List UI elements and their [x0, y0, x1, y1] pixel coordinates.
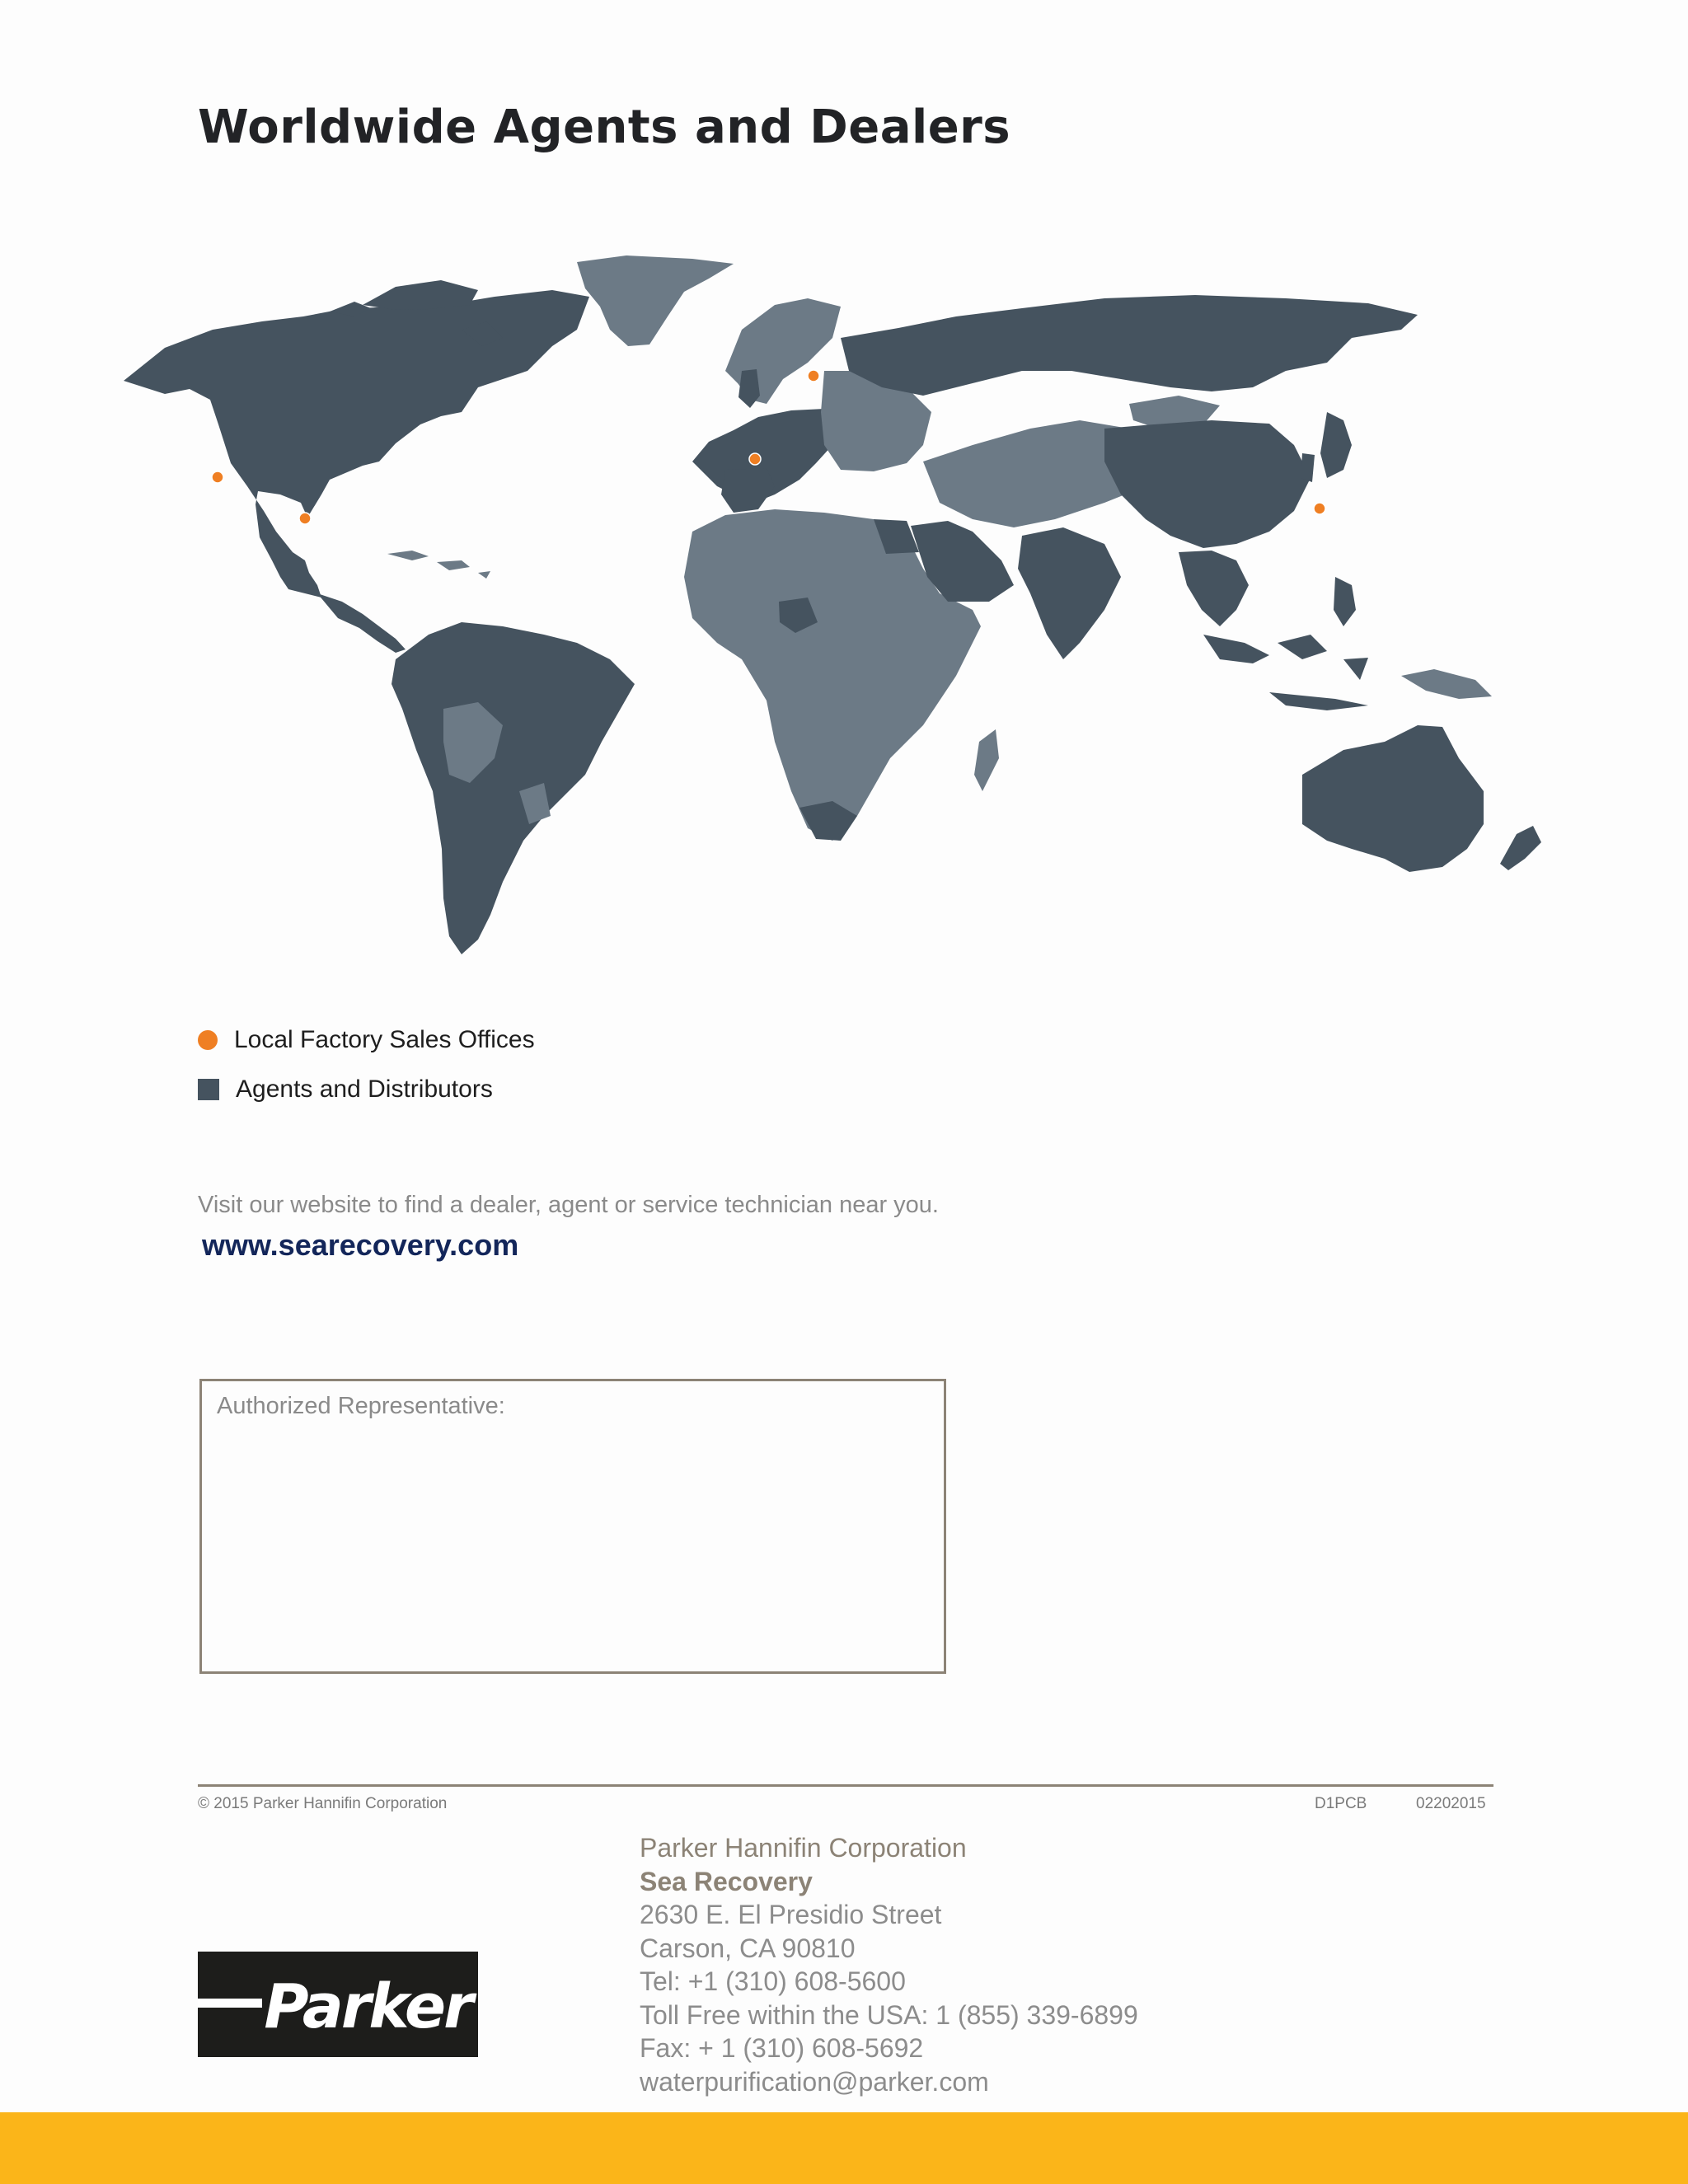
division-name: Sea Recovery [640, 1866, 813, 1896]
parker-logo [198, 1952, 478, 2057]
dark-square-icon [198, 1079, 219, 1100]
toll-free-number: Toll Free within the USA: 1 (855) 339-6899 [640, 1999, 1138, 2030]
parker-logo-text: Parker [264, 1971, 471, 2042]
visit-text: Visit our website to find a dealer, agent or service technician near you. [198, 1192, 939, 1218]
iberia [721, 468, 775, 513]
japan-korea [1301, 412, 1352, 482]
legend-agents-label: Agents and Distributors [236, 1076, 493, 1103]
footer-divider [198, 1784, 1493, 1787]
accent-bar [0, 2112, 1688, 2184]
doc-code: D1PCB [1315, 1795, 1367, 1812]
page-title: Worldwide Agents and Dealers [198, 101, 1011, 154]
new-zealand [1500, 826, 1541, 870]
fax-number: Fax: + 1 (310) 608-5692 [640, 2033, 924, 2063]
orange-dot-icon [198, 1030, 218, 1050]
authorized-representative-box [199, 1379, 946, 1674]
caribbean [387, 551, 490, 579]
phone-number: Tel: +1 (310) 608-5600 [640, 1966, 906, 1996]
city-address: Carson, CA 90810 [640, 1933, 856, 1963]
indonesia [1203, 635, 1368, 710]
legend-agents [198, 1076, 493, 1104]
office-marker-texas [299, 513, 311, 524]
south-america [392, 622, 635, 954]
india [1018, 527, 1121, 659]
doc-date: 02202015 [1416, 1795, 1486, 1812]
central-america [317, 593, 406, 653]
russia [841, 295, 1418, 396]
legend-factory-offices-label: Local Factory Sales Offices [234, 1026, 535, 1053]
world-map [115, 247, 1541, 964]
email-address[interactable]: waterpurification@parker.com [640, 2066, 989, 2097]
office-marker-spain [749, 453, 761, 465]
philippines [1334, 577, 1356, 626]
street-address: 2630 E. El Presidio Street [640, 1900, 942, 1929]
north-america [124, 290, 589, 598]
britain [738, 369, 760, 408]
parker-logo-mark [198, 1952, 478, 2057]
legend-factory-offices [198, 1026, 535, 1054]
address-block [640, 1831, 1138, 2098]
greenland [577, 255, 734, 346]
website-link[interactable]: www.searecovery.com [202, 1228, 519, 1262]
office-marker-shanghai [1314, 503, 1325, 514]
southeast-asia [1179, 551, 1249, 626]
china [1104, 420, 1311, 548]
company-name: Parker Hannifin Corporation [640, 1833, 967, 1863]
authorized-representative-label: Authorized Representative: [217, 1393, 505, 1419]
papua-new-guinea [1401, 669, 1492, 699]
office-marker-denmark [808, 370, 819, 382]
madagascar [974, 729, 999, 791]
copyright-text: © 2015 Parker Hannifin Corporation [198, 1795, 448, 1812]
office-marker-california [212, 471, 223, 483]
australia [1302, 725, 1484, 872]
